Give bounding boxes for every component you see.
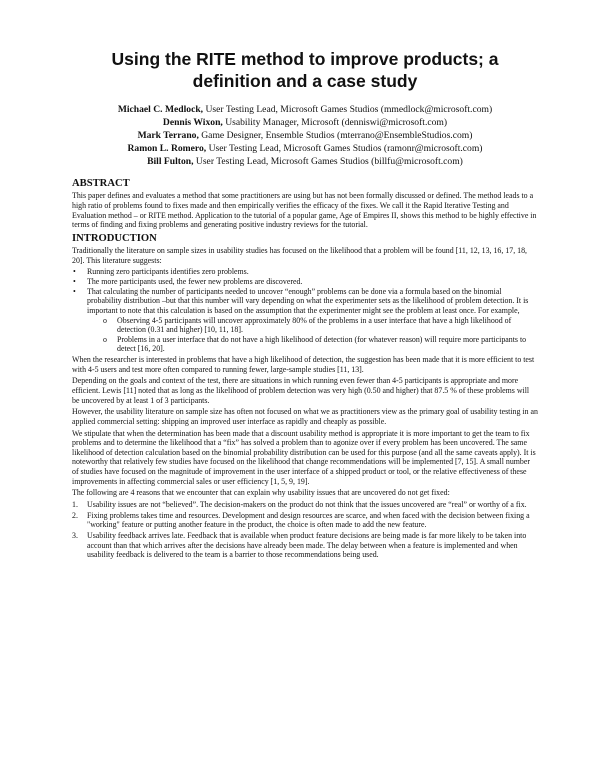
introduction-heading: INTRODUCTION xyxy=(72,233,157,245)
body-paragraph: However, the usability literature on sample size has often not focused on what we as practitioners view as the primary goal of usability testing in an applied commercial setting: shipping an improved user interface as rapidly and cheaply as possible. xyxy=(72,407,538,426)
sub-list-item xyxy=(87,316,538,335)
numbered-item-text: Usability issues are not “believed”. The decision-makers on the product do not think that the issues uncovered are “real” or worthy of a fix. xyxy=(87,500,527,510)
author-name: Dennis Wixon, xyxy=(162,117,223,129)
author-affiliation: User Testing Lead, Microsoft Games Studios (ramonr@microsoft.com) xyxy=(206,143,483,155)
sub-list-item-text: Observing 4-5 participants will uncover approximately 80% of the problems in a user interface that have a high likelihood of detection (0.31 and higher) [10, 11, 18]. xyxy=(117,315,512,335)
abstract-text: This paper defines and evaluates a method that some practitioners are using but has not been formally discussed or defined. The method leads to a high ratio of problems found to fixes made and then empirically verifies the efficacy of the fixes. We call it the Rapid Iterative Testing and Evaluation method – or RITE method. Application to the tutorial of a popular game, Age of Empires II, shows this method to be highly effective in terms of finding and fixing problems and generating positive industry reviews for the tutorial. xyxy=(72,191,537,230)
numbered-item-text: Fixing problems takes time and resources. Development and design resources are scarce, and when faced with the decision between fixing a "working" feature or putting another feature in the product, the choice is often made to add the new feature. xyxy=(87,510,530,530)
author-affiliation: Game Designer, Ensemble Studios (mterrano@EnsembleStudios.com) xyxy=(198,130,473,142)
bullet-list xyxy=(72,267,538,354)
numbered-item-text: Usability feedback arrives late. Feedback that is available when product feature decisions are being made is far more likely to be taken into account than that which arrives after the decisions have already been made. The delay between when a feature is implemented and when usability feedback is delivered to the team is a barrier to those recommendations being used. xyxy=(87,530,527,560)
author-name: Ramon L. Romero, xyxy=(127,143,207,155)
abstract-heading: ABSTRACT xyxy=(72,178,130,190)
numbered-item xyxy=(72,500,538,510)
bullet-marker: • xyxy=(73,286,76,296)
item-number: 3. xyxy=(72,530,78,540)
list-item xyxy=(72,267,538,277)
bullet-marker: • xyxy=(73,276,76,286)
author-affiliation: Usability Manager, Microsoft (denniswi@microsoft.com) xyxy=(222,117,448,129)
author-name: Michael C. Medlock, xyxy=(117,104,204,115)
paper-title: Using the RITE method to improve products; a definition and a case study xyxy=(111,49,499,91)
numbered-item xyxy=(72,531,538,560)
bullet-marker: • xyxy=(73,267,76,277)
list-item xyxy=(72,287,538,354)
author-affiliation: User Testing Lead, Microsoft Games Studios (mmedlock@microsoft.com) xyxy=(203,104,493,115)
author-name: Bill Fulton, xyxy=(147,156,194,168)
body-paragraph: The following are 4 reasons that we encounter that can explain why usability issues that are uncovered do not get fixed: xyxy=(72,488,450,498)
list-item-text: That calculating the number of participants needed to uncover “enough” problems can be done via a formula based on the binomial probability distribution –but that this number will vary depending on what the experimenter sets as the likelihood of problem detection. It is important to note that this calculation is based on the assumption that the experimenter might see the problem at least once. For example, xyxy=(87,286,529,315)
list-item-text: The more participants used, the fewer new problems are discovered. xyxy=(87,276,303,286)
intro-paragraph: Traditionally the literature on sample sizes in usability studies has focused on the likelihood that a problem will be found [11, 12, 13, 16, 17, 18, 20]. This literature suggests: xyxy=(72,246,528,265)
item-number: 1. xyxy=(72,500,78,510)
sub-bullet-marker: o xyxy=(103,315,107,325)
author-list xyxy=(72,103,538,168)
sub-bullet-list xyxy=(87,316,538,355)
numbered-item xyxy=(72,511,538,530)
sub-list-item-text: Problems in a user interface that do not have a high likelihood of detection (for whatever reason) will require more participants to detect [16, 20]. xyxy=(117,334,527,354)
author-name: Mark Terrano, xyxy=(137,130,199,142)
author-line xyxy=(72,142,538,155)
body-paragraph: Depending on the goals and context of the test, there are situations in which running even fewer than 4-5 participants is appropriate and more efficient. Lewis [11] noted that as long as the likelihood of problem detection was very high (0.50 and higher) that 87.5 % of these problems will be uncovered by at least 1 of 3 participants. xyxy=(72,376,530,405)
sub-list-item xyxy=(87,335,538,354)
author-affiliation: User Testing Lead, Microsoft Games Studios (billfu@microsoft.com) xyxy=(193,156,463,168)
paper-page xyxy=(72,48,538,561)
list-item xyxy=(72,277,538,287)
author-line xyxy=(72,103,538,116)
numbered-list xyxy=(72,500,538,560)
sub-bullet-marker: o xyxy=(103,334,107,344)
body-paragraph: We stipulate that when the determination has been made that a discount usability method is appropriate it is more important to get the team to fix problems and to determine the likelihood that a “fix” has solved a problem than to agonize over if every problem has been uncovered. The same likelihood of detection calculation based on the binomial probability distribution can be used for this purpose (and all the same caveats apply). It is noteworthy that relatively few studies have focused on the likelihood that change recommendations will be implemented [7, 15]. A small number of studies have focused on the magnitude of improvement in the user interface of a shipped product or tool, or the relative effectiveness of these improvements in affecting commercial sales or user efficiency [1, 5, 9, 19]. xyxy=(72,428,536,486)
body-paragraph: When the researcher is interested in problems that have a high likelihood of detection, the suggestion has been made that it is more efficient to test with 4-5 users and test more often compared to running fewer, large-sample studies [11, 13]. xyxy=(72,355,535,374)
author-line xyxy=(72,116,538,129)
item-number: 2. xyxy=(72,510,78,520)
author-line xyxy=(72,155,538,168)
list-item-text: Running zero participants identifies zero problems. xyxy=(87,267,249,277)
author-line xyxy=(72,129,538,142)
